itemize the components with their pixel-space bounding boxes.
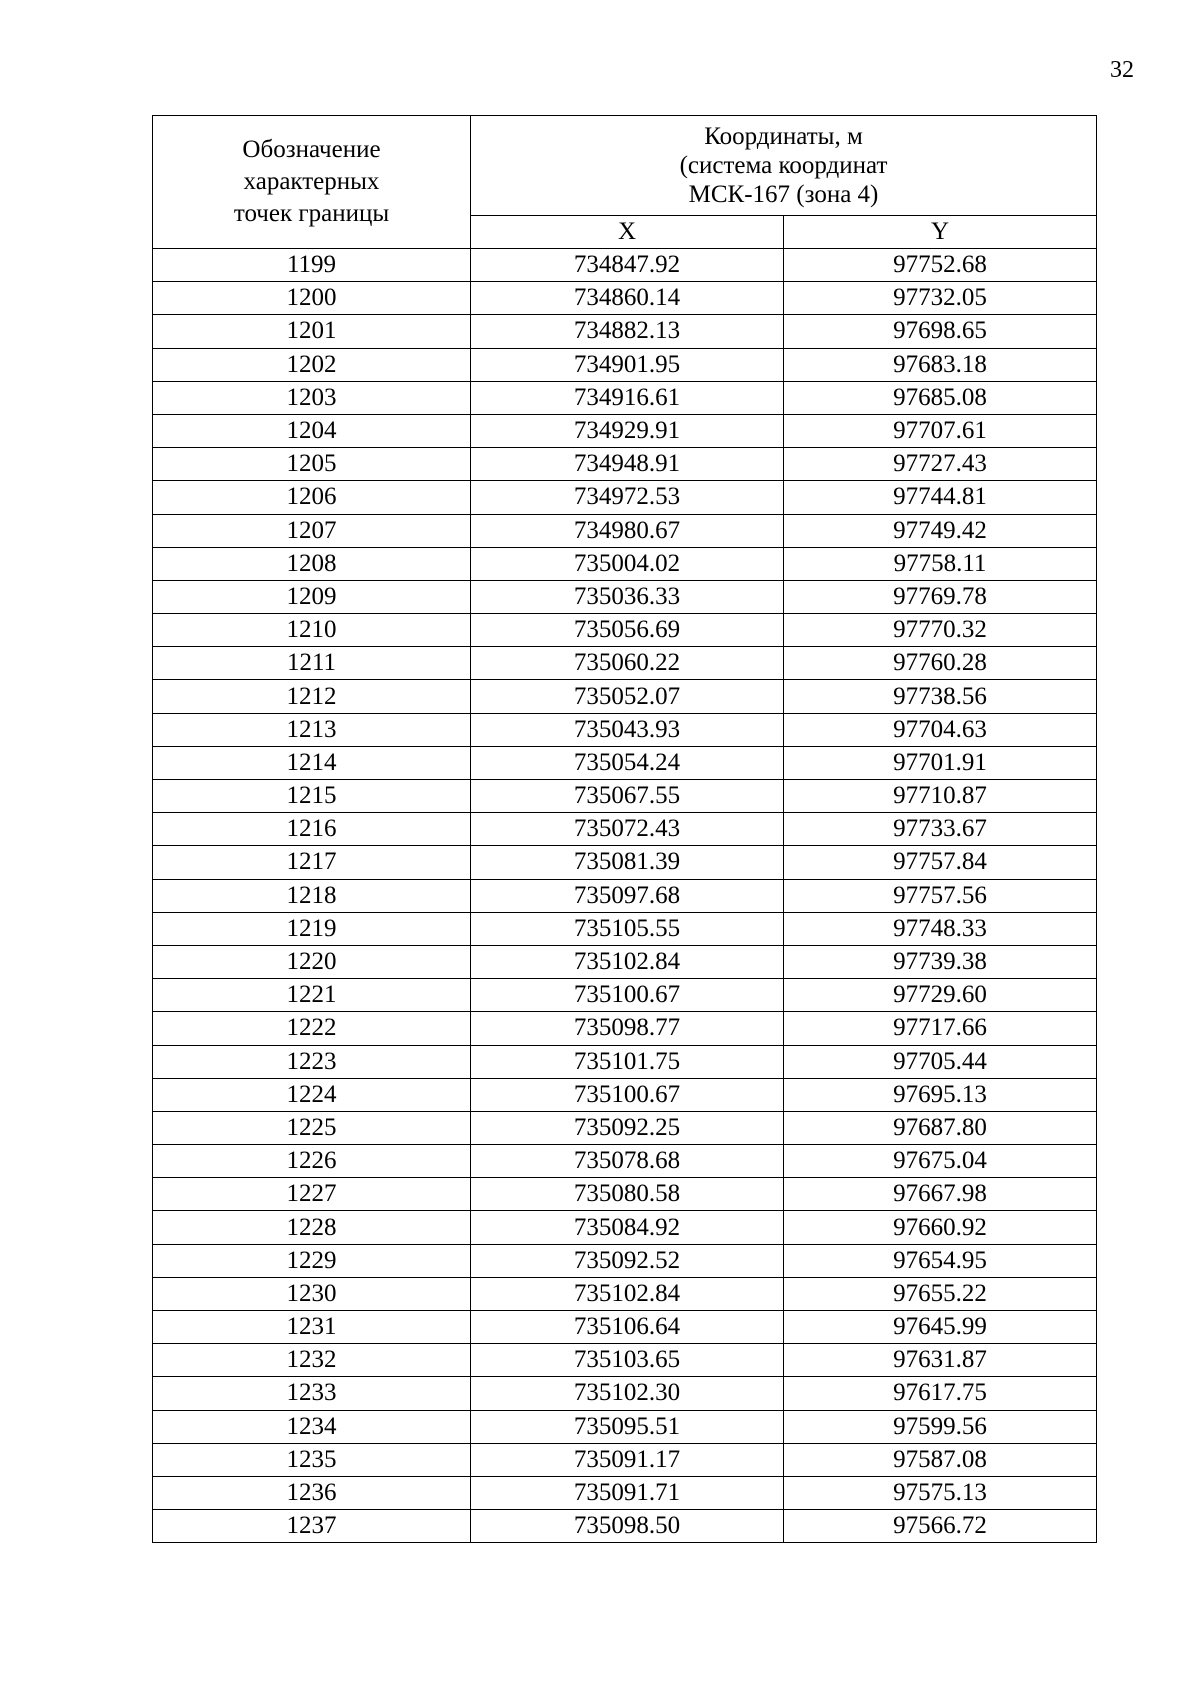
point-id-cell: 1214 — [153, 746, 471, 779]
table-row — [153, 1311, 1097, 1344]
point-id-cell: 1203 — [153, 381, 471, 414]
table-row — [153, 547, 1097, 580]
x-coordinate-cell: 735054.24 — [471, 746, 784, 779]
coordinates-header-line-1: Координаты, м — [704, 123, 863, 150]
x-coordinate-cell: 735052.07 — [471, 680, 784, 713]
point-id-cell: 1226 — [153, 1145, 471, 1178]
coordinates-header-line-3: МСК-167 (зона 4) — [688, 181, 879, 208]
y-coordinate-cell: 97749.42 — [784, 514, 1097, 547]
point-id-cell: 1228 — [153, 1211, 471, 1244]
y-coordinate-cell: 97704.63 — [784, 713, 1097, 746]
y-coordinate-cell: 97575.13 — [784, 1476, 1097, 1509]
x-coordinate-cell: 735097.68 — [471, 879, 784, 912]
table-row — [153, 746, 1097, 779]
table-row — [153, 1145, 1097, 1178]
table-body — [153, 249, 1097, 1543]
y-coordinate-cell: 97757.56 — [784, 879, 1097, 912]
point-id-cell: 1220 — [153, 945, 471, 978]
y-coordinate-cell: 97660.92 — [784, 1211, 1097, 1244]
y-coordinate-cell: 97587.08 — [784, 1443, 1097, 1476]
point-id-cell: 1210 — [153, 614, 471, 647]
x-coordinate-cell: 735092.25 — [471, 1111, 784, 1144]
y-coordinate-cell: 97599.56 — [784, 1410, 1097, 1443]
point-id-cell: 1222 — [153, 1012, 471, 1045]
table-row — [153, 1377, 1097, 1410]
point-id-cell: 1229 — [153, 1244, 471, 1277]
point-id-cell: 1223 — [153, 1045, 471, 1078]
x-coordinate-cell: 734860.14 — [471, 282, 784, 315]
y-coordinate-cell: 97683.18 — [784, 348, 1097, 381]
point-id-cell: 1208 — [153, 547, 471, 580]
table-row — [153, 780, 1097, 813]
table-row — [153, 1410, 1097, 1443]
point-id-cell: 1237 — [153, 1510, 471, 1543]
point-id-cell: 1212 — [153, 680, 471, 713]
x-coordinate-cell: 734972.53 — [471, 481, 784, 514]
point-id-cell: 1215 — [153, 780, 471, 813]
table-row — [153, 1476, 1097, 1509]
table-row — [153, 945, 1097, 978]
table-row — [153, 846, 1097, 879]
table-row — [153, 381, 1097, 414]
table-row — [153, 713, 1097, 746]
x-coordinate-cell: 735043.93 — [471, 713, 784, 746]
y-coordinate-cell: 97631.87 — [784, 1344, 1097, 1377]
coordinates-header-line-2: (система координат — [679, 152, 888, 179]
coordinates-table — [152, 115, 1097, 1543]
x-coordinate-cell: 735101.75 — [471, 1045, 784, 1078]
table-row — [153, 647, 1097, 680]
x-coordinate-cell: 735098.50 — [471, 1510, 784, 1543]
x-coordinate-cell: 734916.61 — [471, 381, 784, 414]
table-row — [153, 979, 1097, 1012]
point-id-cell: 1227 — [153, 1178, 471, 1211]
table-row — [153, 1277, 1097, 1310]
y-coordinate-cell: 97654.95 — [784, 1244, 1097, 1277]
table-row — [153, 481, 1097, 514]
table-row — [153, 1045, 1097, 1078]
point-id-cell: 1200 — [153, 282, 471, 315]
table-row — [153, 348, 1097, 381]
table-row — [153, 1078, 1097, 1111]
point-id-cell: 1235 — [153, 1443, 471, 1476]
x-column-header: X — [471, 216, 784, 249]
y-coordinate-cell: 97752.68 — [784, 249, 1097, 282]
point-id-cell: 1199 — [153, 249, 471, 282]
table-row — [153, 879, 1097, 912]
x-coordinate-cell: 735067.55 — [471, 780, 784, 813]
table-row — [153, 514, 1097, 547]
table-row — [153, 680, 1097, 713]
y-coordinate-cell: 97729.60 — [784, 979, 1097, 1012]
y-coordinate-cell: 97667.98 — [784, 1178, 1097, 1211]
point-id-cell: 1213 — [153, 713, 471, 746]
table-row — [153, 614, 1097, 647]
x-coordinate-cell: 735081.39 — [471, 846, 784, 879]
x-coordinate-cell: 734882.13 — [471, 315, 784, 348]
x-coordinate-cell: 734929.91 — [471, 414, 784, 447]
point-id-cell: 1217 — [153, 846, 471, 879]
table-row — [153, 1510, 1097, 1543]
x-coordinate-cell: 735100.67 — [471, 979, 784, 1012]
y-coordinate-cell: 97675.04 — [784, 1145, 1097, 1178]
x-coordinate-cell: 734948.91 — [471, 448, 784, 481]
table-row — [153, 249, 1097, 282]
x-coordinate-cell: 735105.55 — [471, 912, 784, 945]
table-row — [153, 1211, 1097, 1244]
point-id-cell: 1225 — [153, 1111, 471, 1144]
y-coordinate-cell: 97701.91 — [784, 746, 1097, 779]
x-coordinate-cell: 735091.17 — [471, 1443, 784, 1476]
point-id-cell: 1221 — [153, 979, 471, 1012]
x-coordinate-cell: 735106.64 — [471, 1311, 784, 1344]
x-coordinate-cell: 734847.92 — [471, 249, 784, 282]
y-coordinate-cell: 97695.13 — [784, 1078, 1097, 1111]
table-row — [153, 1344, 1097, 1377]
x-coordinate-cell: 735092.52 — [471, 1244, 784, 1277]
table-row — [153, 1111, 1097, 1144]
y-coordinate-cell: 97769.78 — [784, 580, 1097, 613]
y-coordinate-cell: 97758.11 — [784, 547, 1097, 580]
x-coordinate-cell: 735100.67 — [471, 1078, 784, 1111]
y-coordinate-cell: 97744.81 — [784, 481, 1097, 514]
point-id-cell: 1211 — [153, 647, 471, 680]
x-coordinate-cell: 735098.77 — [471, 1012, 784, 1045]
x-coordinate-cell: 735084.92 — [471, 1211, 784, 1244]
y-coordinate-cell: 97687.80 — [784, 1111, 1097, 1144]
y-coordinate-cell: 97738.56 — [784, 680, 1097, 713]
point-id-cell: 1236 — [153, 1476, 471, 1509]
point-id-cell: 1216 — [153, 813, 471, 846]
table-row — [153, 912, 1097, 945]
y-coordinate-cell: 97707.61 — [784, 414, 1097, 447]
point-id-cell: 1233 — [153, 1377, 471, 1410]
y-coordinate-cell: 97760.28 — [784, 647, 1097, 680]
x-coordinate-cell: 734901.95 — [471, 348, 784, 381]
point-id-cell: 1230 — [153, 1277, 471, 1310]
table-row — [153, 1244, 1097, 1277]
y-coordinate-cell: 97748.33 — [784, 912, 1097, 945]
table-row — [153, 1443, 1097, 1476]
y-coordinate-cell: 97717.66 — [784, 1012, 1097, 1045]
y-coordinate-cell: 97566.72 — [784, 1510, 1097, 1543]
y-coordinate-cell: 97770.32 — [784, 614, 1097, 647]
point-id-cell: 1209 — [153, 580, 471, 613]
table-row — [153, 315, 1097, 348]
x-coordinate-cell: 735004.02 — [471, 547, 784, 580]
point-id-cell: 1204 — [153, 414, 471, 447]
x-coordinate-cell: 735036.33 — [471, 580, 784, 613]
x-coordinate-cell: 735060.22 — [471, 647, 784, 680]
table-row — [153, 813, 1097, 846]
x-coordinate-cell: 735103.65 — [471, 1344, 784, 1377]
y-coordinate-cell: 97685.08 — [784, 381, 1097, 414]
point-id-cell: 1206 — [153, 481, 471, 514]
x-coordinate-cell: 734980.67 — [471, 514, 784, 547]
y-column-header: Y — [784, 216, 1097, 249]
table-header — [153, 116, 1097, 249]
point-id-cell: 1219 — [153, 912, 471, 945]
y-coordinate-cell: 97727.43 — [784, 448, 1097, 481]
y-coordinate-cell: 97732.05 — [784, 282, 1097, 315]
x-coordinate-cell: 735102.30 — [471, 1377, 784, 1410]
table-row — [153, 414, 1097, 447]
table-row — [153, 1012, 1097, 1045]
x-coordinate-cell: 735078.68 — [471, 1145, 784, 1178]
y-coordinate-cell: 97733.67 — [784, 813, 1097, 846]
point-id-cell: 1234 — [153, 1410, 471, 1443]
point-id-cell: 1205 — [153, 448, 471, 481]
y-coordinate-cell: 97757.84 — [784, 846, 1097, 879]
y-coordinate-cell: 97645.99 — [784, 1311, 1097, 1344]
x-coordinate-cell: 735102.84 — [471, 945, 784, 978]
y-coordinate-cell: 97705.44 — [784, 1045, 1097, 1078]
table-row — [153, 448, 1097, 481]
table-row — [153, 580, 1097, 613]
point-id-cell: 1207 — [153, 514, 471, 547]
page-number: 32 — [1110, 57, 1134, 83]
x-coordinate-cell: 735095.51 — [471, 1410, 784, 1443]
y-coordinate-cell: 97698.65 — [784, 315, 1097, 348]
table-row — [153, 282, 1097, 315]
x-coordinate-cell: 735091.71 — [471, 1476, 784, 1509]
designation-header-line-2: характерных — [243, 168, 380, 195]
y-coordinate-cell: 97617.75 — [784, 1377, 1097, 1410]
coordinates-header — [471, 116, 1097, 216]
table-row — [153, 1178, 1097, 1211]
x-coordinate-cell: 735056.69 — [471, 614, 784, 647]
x-coordinate-cell: 735072.43 — [471, 813, 784, 846]
point-id-cell: 1224 — [153, 1078, 471, 1111]
designation-header-line-1: Обозначение — [242, 136, 381, 163]
designation-header-line-3: точек границы — [233, 200, 390, 227]
y-coordinate-cell: 97739.38 — [784, 945, 1097, 978]
y-coordinate-cell: 97710.87 — [784, 780, 1097, 813]
y-coordinate-cell: 97655.22 — [784, 1277, 1097, 1310]
point-id-cell: 1202 — [153, 348, 471, 381]
point-id-cell: 1232 — [153, 1344, 471, 1377]
x-coordinate-cell: 735102.84 — [471, 1277, 784, 1310]
x-coordinate-cell: 735080.58 — [471, 1178, 784, 1211]
point-id-cell: 1231 — [153, 1311, 471, 1344]
point-id-cell: 1201 — [153, 315, 471, 348]
point-id-cell: 1218 — [153, 879, 471, 912]
designation-header — [153, 116, 471, 249]
